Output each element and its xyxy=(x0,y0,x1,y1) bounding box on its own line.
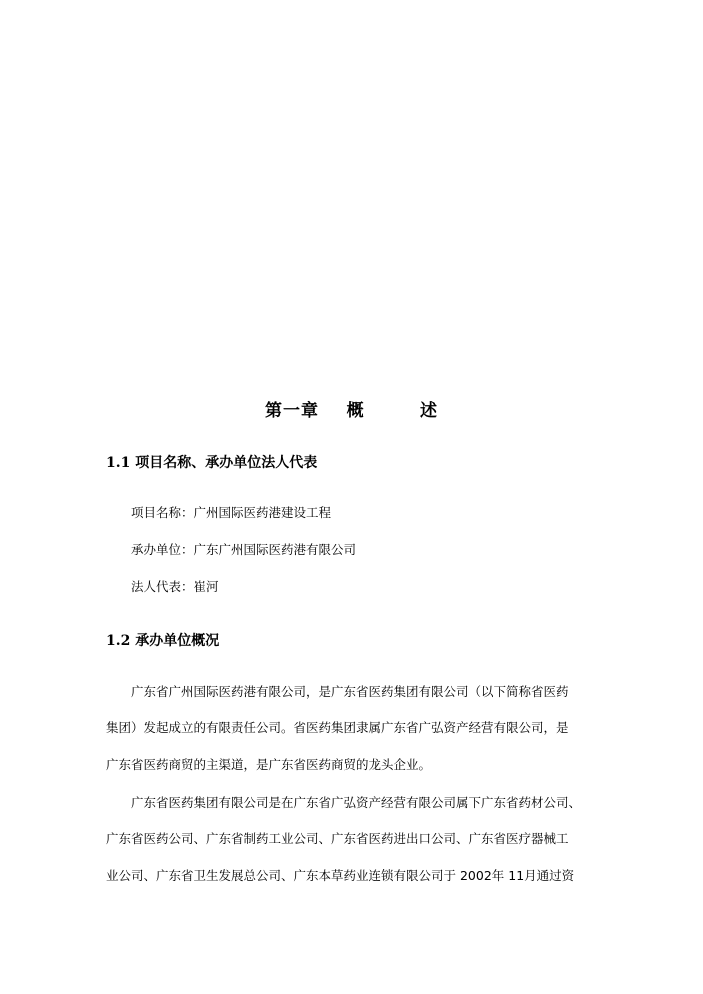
section-heading-1-2: 1.2 承办单位概况 xyxy=(106,633,220,649)
section-heading-1-1: 1.1 项目名称、承办单位法人代表 xyxy=(106,455,318,471)
paragraph-line: 广东省广州国际医药港有限公司，是广东省医药集团有限公司（以下简称省医药 xyxy=(131,684,569,699)
paragraph-line: 广东省医药集团有限公司是在广东省广弘资产经营有限公司属下广东省药材公司、 xyxy=(131,795,582,810)
paragraph-line: 集团）发起成立的有限责任公司。省医药集团隶属广东省广弘资产经营有限公司，是 xyxy=(106,720,569,735)
project-name-line: 项目名称：广州国际医药港建设工程 xyxy=(131,505,332,520)
paragraph-line: 业公司、广东省卫生发展总公司、广东本草药业连锁有限公司于 2002年 11月通过资 xyxy=(106,868,575,883)
organizer-line: 承办单位：广东广州国际医药港有限公司 xyxy=(131,542,357,557)
chapter-title: 第一章 概 述 xyxy=(264,401,439,421)
paragraph-line: 广东省医药商贸的主渠道，是广东省医药商贸的龙头企业。 xyxy=(106,757,432,772)
legal-representative-line: 法人代表：崔河 xyxy=(131,579,219,594)
paragraph-line: 广东省医药公司、广东省制药工业公司、广东省医药进出口公司、广东省医疗器械工 xyxy=(106,831,569,846)
